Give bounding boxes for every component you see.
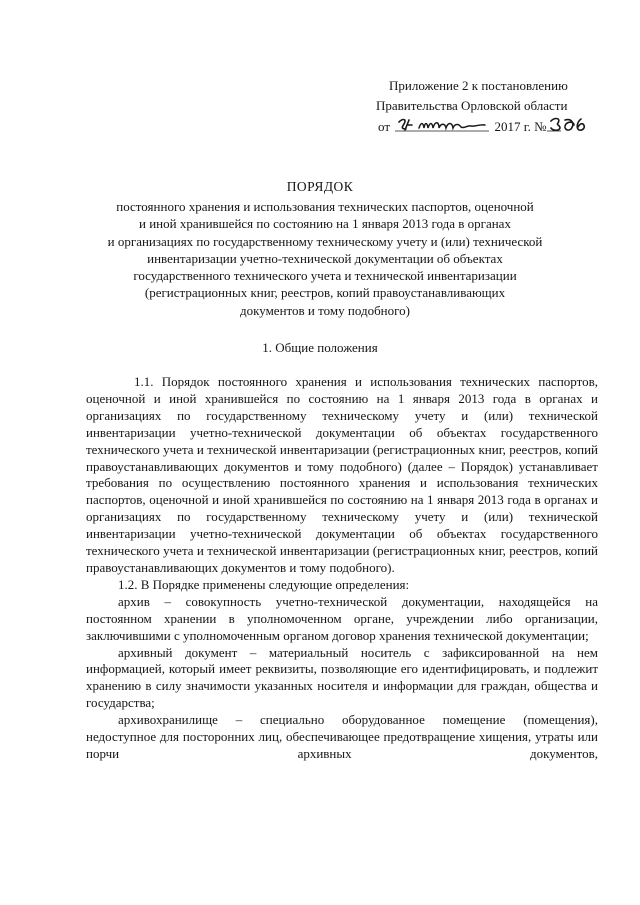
document-title: ПОРЯДОК [286,179,354,194]
definition-archival-document: архивный документ – материальный носитель с зафиксированной на нем информацией, который имеет реквизиты, позволяющие его идентифицировать, и подлежит хранению в силу значимости указанных носителя и информации для граждан, общества и государства; [86,644,598,711]
handwritten-date-signature [393,116,491,134]
subtitle-line: документов и тому подобного) [240,302,410,318]
subtitle-line: инвентаризации учетно-технической документации об объектах [147,250,503,266]
appendix-block [374,76,614,137]
handwritten-number-signature [547,116,591,134]
appendix-date-prefix: от [378,119,391,134]
subtitle-line: постоянного хранения и использования технических паспортов, оценочной [116,199,534,214]
document-subtitle [80,198,570,319]
appendix-year: 2017 г. № [494,119,547,134]
subtitle-line: (регистрационных книг, реестров, копий правоустанавливающих [144,285,506,301]
subtitle-line: и иной хранившейся по состоянию на 1 января 2013 года в органах [139,216,511,232]
appendix-date-line [374,116,614,137]
appendix-line-2: Правительства Орловской области [376,98,568,113]
paragraph-1-1: 1.1. Порядок постоянного хранения и использования технических паспортов, оценочной и иной хранившейся по состоянию на 1 января 2013 года в органах и организациях по государственному техническому учету и (или) технической инвентаризации учетно-технической документации об объектах государственного технического учета и технической инвентаризации (регистрационных книг, реестров, копий правоустанавливающих документов и тому подобного) (далее – Порядок) устанавливает требования по осуществлению постоянного хранения и использования технических паспортов, оценочной и иной хранившейся по состоянию на 1 января 2013 года в органах и организациях по государственному техническому учету и (или) технической инвентаризации учетно-технической документации об объектах государственного технического учета и технической инвентаризации (регистрационных книг, реестров, копий правоустанавливающих документов и тому подобного). [86,374,598,575]
subtitle-line: государственного технического учета и технической инвентаризации [133,268,517,284]
paragraph-1-2: 1.2. В Порядке применены следующие определения: [118,576,410,592]
section-body [86,374,598,763]
section-heading: 1. Общие положения [262,340,378,355]
subtitle-line: и организациях по государственному техническому учету и (или) технической [107,233,543,249]
definition-archive: архив – совокупность учетно-технической документации, находящейся на постоянном хранении в уполномоченном органе, учреждении либо организации, заключившими с уполномоченным органом договор хранения технической документации; [86,593,598,643]
appendix-line-1: Приложение 2 к постановлению [389,78,568,93]
definition-archive-storage: архивохранилище – специально оборудованное помещение (помещения), недоступное для посторонних лиц, обеспечивающее предотвращение хищения, утраты или порчи архивных документов, [86,712,598,761]
